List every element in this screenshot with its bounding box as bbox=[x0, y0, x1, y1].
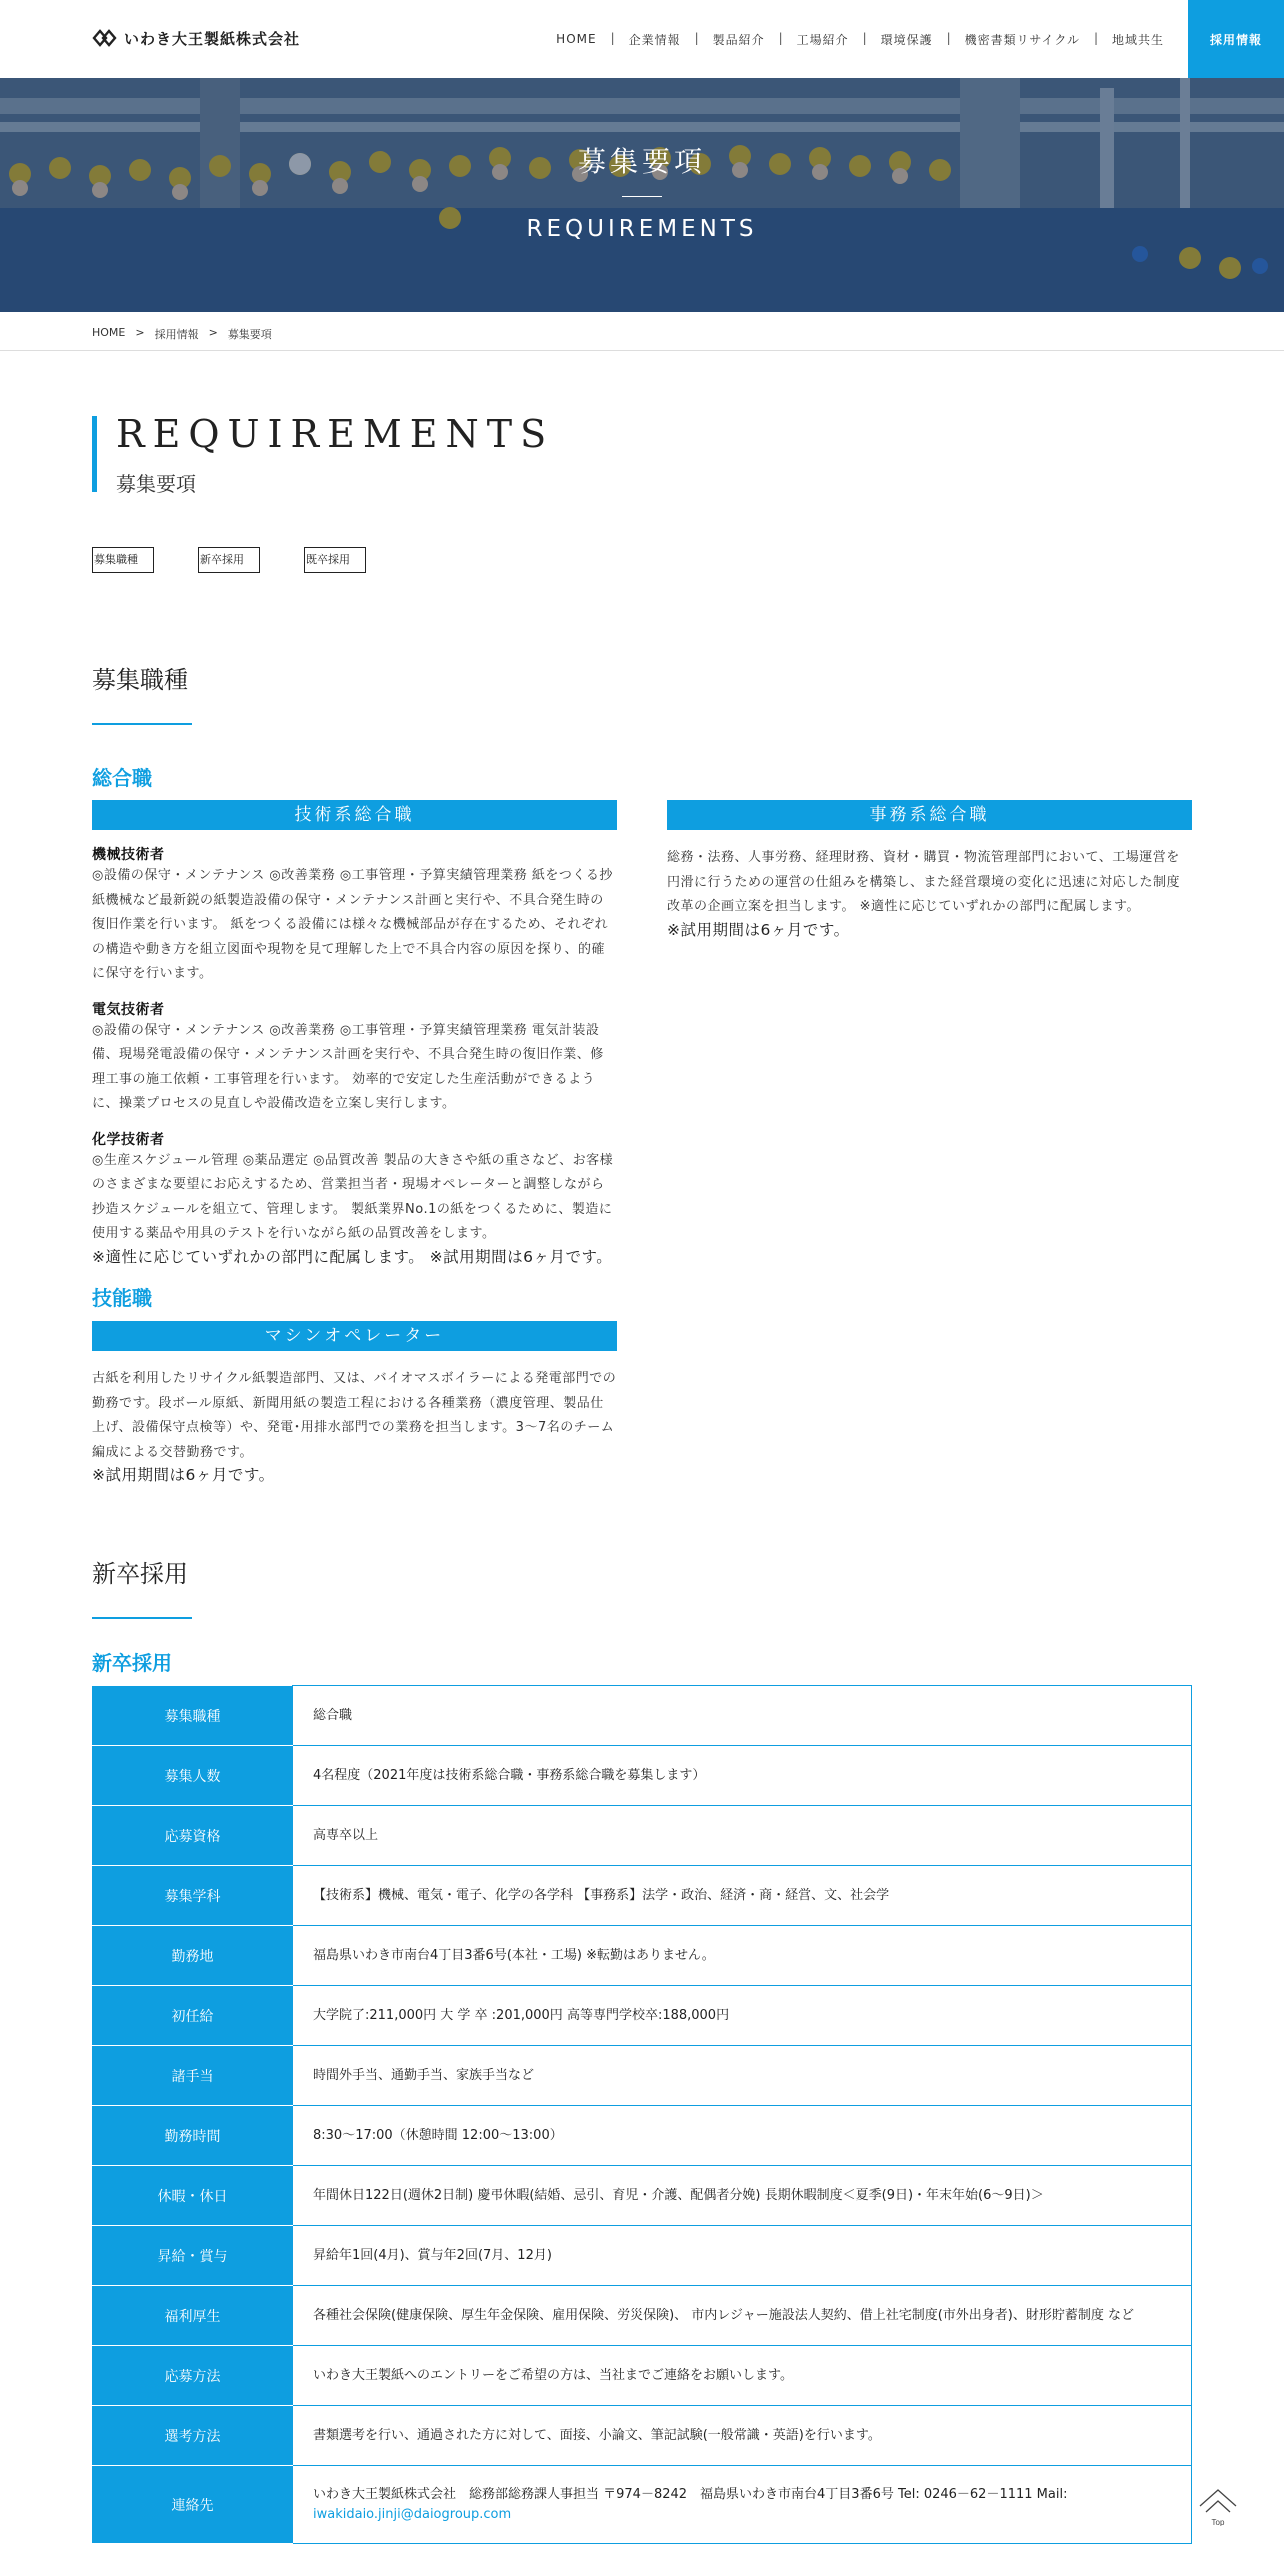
table-row-value: 昇給年1回(4月)、賞与年2回(7月、12月) bbox=[293, 2226, 1192, 2286]
office-general-content bbox=[667, 846, 1192, 940]
table-row bbox=[93, 1686, 1192, 1746]
logo[interactable] bbox=[92, 27, 300, 49]
tab-new-graduates[interactable]: 新卒採用 bbox=[198, 547, 260, 573]
table-row bbox=[93, 2346, 1192, 2406]
table-row bbox=[93, 1746, 1192, 1806]
breadcrumb-home[interactable]: HOME bbox=[92, 326, 126, 339]
logo-text: いわき大王製紙株式会社 bbox=[124, 29, 301, 48]
table-row-label: 勤務時間 bbox=[93, 2106, 293, 2166]
tech-general-content bbox=[92, 846, 617, 1267]
machine-operator-content bbox=[92, 1367, 617, 1485]
machine-operator-note: ※試用期間は6ヶ月です。 bbox=[92, 1466, 275, 1484]
table-row-value: 年間休日122日(週休2日制) 慶弔休暇(結婚、忌引、育児・介護、配偶者分娩) 長期休暇制度＜夏季(9日)・年末年始(6～9日)＞ bbox=[293, 2166, 1192, 2226]
table-row bbox=[93, 1806, 1192, 1866]
nav-community[interactable]: | 地域共生 bbox=[1096, 31, 1180, 48]
mechanical-engineer-text: ◎設備の保守・メンテナンス ◎改善業務 ◎工事管理・予算実績管理業務 紙をつくる抄紙機械など最新鋭の紙製造設備の保守・メンテナンス計画と実行や、不具合発生時の復旧作業を行います。 紙をつくる設備には様々な機械部品が存在するため、それぞれの構造や動き方を組立図面や現物を見て理解した上で不具合内容の原因を探り、的確に保守を行います。 bbox=[92, 868, 613, 981]
chemical-engineer-text: ◎生産スケジュール管理 ◎薬品選定 ◎品質改善 製品の大きさや紙の重さなど、お客様のさまざまな要望にお応えするため、営業担当者・現場オペレーターと調整しながら抄造スケジュールを組立て、管理します。 製紙業界No.1の紙をつくるために、製造に使用する薬品や用具のテストを行いながら紙の品質改善をします。 bbox=[92, 1152, 614, 1241]
general-job-title: 総合職 bbox=[92, 766, 152, 790]
tab-jobs[interactable]: 募集職種 bbox=[92, 547, 154, 573]
electrical-engineer-title: 電気技術者 bbox=[92, 1001, 165, 1018]
logo-mark-icon bbox=[92, 28, 118, 48]
table-row-value: 書類選考を行い、通過された方に対して、面接、小論文、筆記試験(一般常識・英語)を行います。 bbox=[293, 2406, 1192, 2466]
nav-environment[interactable]: | 環境保護 bbox=[865, 31, 949, 48]
table-row-label: 福利厚生 bbox=[93, 2286, 293, 2346]
table-row bbox=[93, 2286, 1192, 2346]
back-to-top-label: Top bbox=[1211, 2518, 1225, 2526]
table-row-label: 募集職種 bbox=[93, 1686, 293, 1746]
contact-mail-link[interactable]: iwakidaio.jinji@daiogroup.com bbox=[313, 2506, 512, 2522]
breadcrumb-divider bbox=[0, 350, 1284, 351]
jobs-section-underline bbox=[92, 723, 192, 725]
hero-overlay bbox=[0, 78, 1284, 312]
table-row bbox=[93, 2166, 1192, 2226]
table-row-label: 諸手当 bbox=[93, 2046, 293, 2106]
table-row-value: 各種社会保険(健康保険、厚生年金保険、雇用保険、労災保険)、 市内レジャー施設法人契約、借上社宅制度(市外出身者)、財形貯蓄制度 など bbox=[293, 2286, 1192, 2346]
main-nav bbox=[540, 0, 1284, 78]
hero-subtitle: REQUIREMENTS bbox=[526, 216, 758, 242]
table-row-value: 総合職 bbox=[293, 1686, 1192, 1746]
table-row-value: 時間外手当、通勤手当、家族手当など bbox=[293, 2046, 1192, 2106]
table-row bbox=[93, 1986, 1192, 2046]
table-row-label: 募集学科 bbox=[93, 1866, 293, 1926]
table-row bbox=[93, 2106, 1192, 2166]
chevron-up-icon bbox=[1200, 2490, 1236, 2506]
breadcrumb-current: 募集要項 bbox=[227, 328, 272, 341]
skill-job-title: 技能職 bbox=[92, 1286, 152, 1310]
table-row-label: 選考方法 bbox=[93, 2406, 293, 2466]
site-header bbox=[0, 0, 1284, 78]
breadcrumb-separator: > bbox=[208, 326, 218, 339]
nav-company[interactable]: | 企業情報 bbox=[613, 31, 697, 48]
heading-accent-bar bbox=[92, 416, 97, 492]
breadcrumb-recruit[interactable]: 採用情報 bbox=[154, 328, 199, 341]
machine-operator-bar: マシンオペレーター bbox=[92, 1321, 617, 1351]
machine-operator-text: 古紙を利用したリサイクル紙製造部門、又は、バイオマスボイラーによる発電部門での勤務です。段ボール原紙、新聞用紙の製造工程における各種業務（濃度管理、製品仕上げ、設備保守点検等）や、発電･用排水部門での業務を担当します。3～7名のチーム編成による交替勤務です。 bbox=[92, 1371, 617, 1460]
office-general-note: ※試用期間は6ヶ月です。 bbox=[667, 920, 850, 939]
nav-recycle[interactable]: | 機密書類リサイクル bbox=[949, 31, 1096, 48]
table-row-label: 初任給 bbox=[93, 1986, 293, 2046]
tech-general-bar: 技術系総合職 bbox=[92, 800, 617, 830]
section-tabs bbox=[92, 547, 366, 573]
table-row bbox=[93, 1866, 1192, 1926]
page-title: REQUIREMENTS bbox=[116, 412, 555, 456]
jobs-section-title: 募集職種 bbox=[92, 666, 188, 694]
newgrad-requirements-table bbox=[92, 1685, 1192, 2544]
contact-cell bbox=[293, 2466, 1192, 2544]
table-row-value: 4名程度（2021年度は技術系総合職・事務系総合職を募集します） bbox=[293, 1746, 1192, 1806]
page-subtitle: 募集要項 bbox=[116, 472, 196, 496]
back-to-top-button[interactable] bbox=[1196, 2482, 1240, 2526]
tab-experienced[interactable]: 既卒採用 bbox=[304, 547, 366, 573]
table-row bbox=[93, 2046, 1192, 2106]
tech-general-note: ※適性に応じていずれかの部門に配属します。 ※試用期間は6ヶ月です。 bbox=[92, 1247, 613, 1266]
table-row-value: 【技術系】機械、電気・電子、化学の各学科 【事務系】法学・政治、経済・商・経営、文、社会学 bbox=[293, 1866, 1192, 1926]
table-row bbox=[93, 1926, 1192, 1986]
table-row-label: 昇給・賞与 bbox=[93, 2226, 293, 2286]
breadcrumb-separator: > bbox=[135, 326, 145, 339]
table-row-value: 高専卒以上 bbox=[293, 1806, 1192, 1866]
hero-title: 募集要項 bbox=[577, 145, 706, 178]
nav-recruit[interactable]: 採用情報 bbox=[1188, 0, 1284, 78]
newgrad-section-title: 新卒採用 bbox=[92, 1560, 188, 1588]
office-general-text: 総務・法務、人事労務、経理財務、資材・購買・物流管理部門において、工場運営を円滑に行うための運営の仕組みを構築し、また経営環境の変化に迅速に対応した制度改革の企画立案を担当します。 ※適性に応じていずれかの部門に配属します。 bbox=[667, 850, 1181, 914]
table-row-label: 募集人数 bbox=[93, 1746, 293, 1806]
newgrad-subtitle: 新卒採用 bbox=[92, 1651, 172, 1675]
hero-banner bbox=[0, 78, 1284, 312]
table-row-value: 大学院了:211,000円 大 学 卒 :201,000円 高等専門学校卒:188,000円 bbox=[293, 1986, 1192, 2046]
table-row bbox=[93, 2226, 1192, 2286]
chemical-engineer-title: 化学技術者 bbox=[92, 1131, 165, 1148]
table-row-label: 応募資格 bbox=[93, 1806, 293, 1866]
breadcrumb bbox=[92, 326, 272, 342]
nav-products[interactable]: | 製品紹介 bbox=[697, 31, 781, 48]
table-row-value: 8:30～17:00（休憩時間 12:00～13:00） bbox=[293, 2106, 1192, 2166]
newgrad-section-underline bbox=[92, 1617, 192, 1619]
table-row-label: 休暇・休日 bbox=[93, 2166, 293, 2226]
table-row bbox=[93, 2466, 1192, 2544]
nav-factory[interactable]: | 工場紹介 bbox=[781, 31, 865, 48]
hero-divider bbox=[622, 196, 662, 197]
table-row-value: いわき大王製紙へのエントリーをご希望の方は、当社までご連絡をお願いします。 bbox=[293, 2346, 1192, 2406]
table-row-label: 勤務地 bbox=[93, 1926, 293, 1986]
contact-text: いわき大王製紙株式会社 総務部総務課人事担当 〒974－8242 福島県いわき市南台4丁目3番6号 Tel: 0246－62－1111 Mail: bbox=[313, 2486, 1068, 2502]
nav-home[interactable]: HOME bbox=[556, 32, 597, 46]
office-general-bar: 事務系総合職 bbox=[667, 800, 1192, 830]
table-row bbox=[93, 2406, 1192, 2466]
table-row-value: 福島県いわき市南台4丁目3番6号(本社・工場) ※転勤はありません。 bbox=[293, 1926, 1192, 1986]
electrical-engineer-text: ◎設備の保守・メンテナンス ◎改善業務 ◎工事管理・予算実績管理業務 電気計装設備、現場発電設備の保守・メンテナンス計画を実行や、不具合発生時の復旧作業、修理工事の施工依頼・工事管理を行います。 効率的で安定した生産活動ができるように、操業プロセスの見直しや設備改造を立案し実行します。 bbox=[92, 1022, 604, 1111]
table-row-label: 応募方法 bbox=[93, 2346, 293, 2406]
table-row-label: 連絡先 bbox=[93, 2466, 293, 2544]
mechanical-engineer-title: 機械技術者 bbox=[92, 847, 165, 863]
